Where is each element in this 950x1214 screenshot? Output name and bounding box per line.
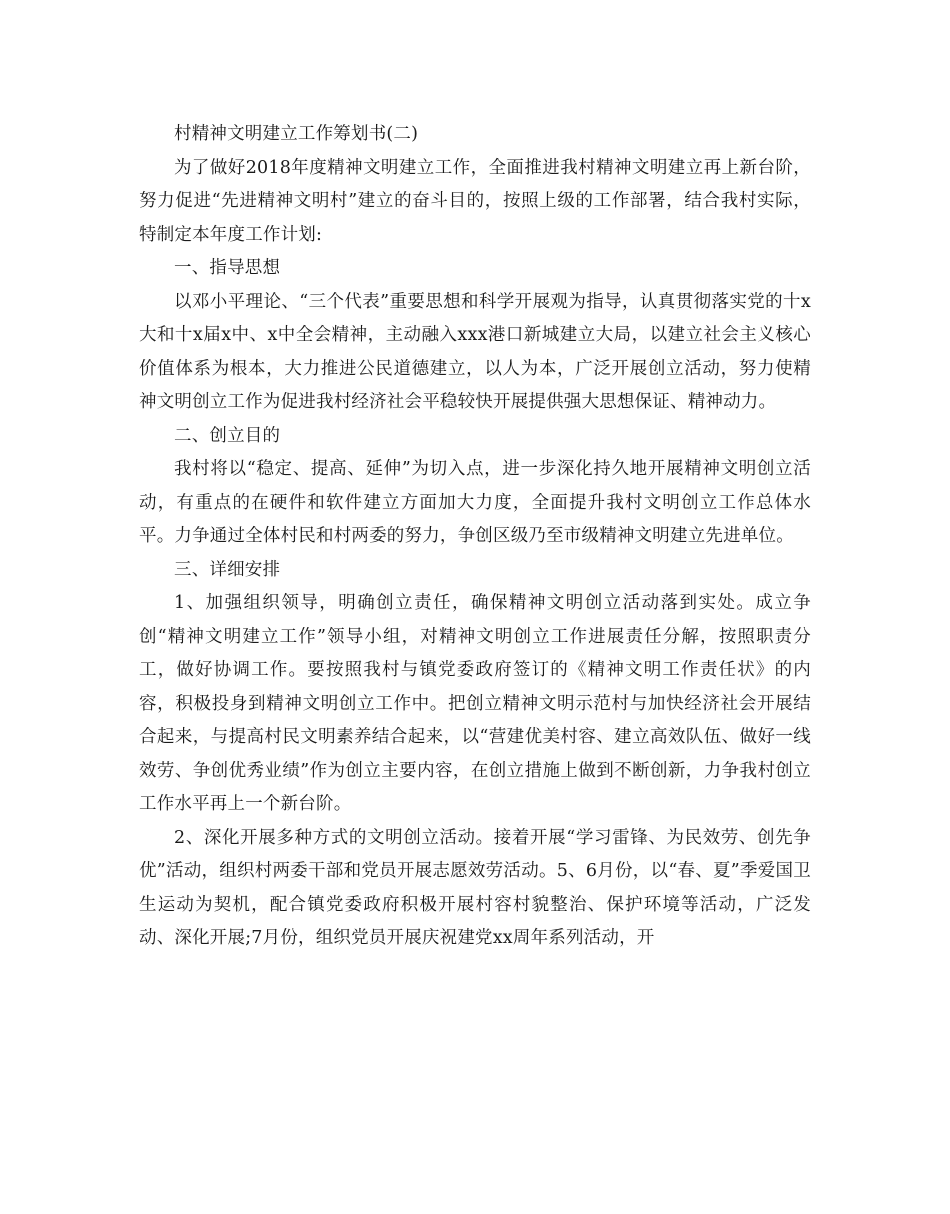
paragraph-arrangement-1: 1、加强组织领导，明确创立责任，确保精神文明创立活动落到实处。成立争创“精神文明建立工作”领导小组，对精神文明创立工作进展责任分解，按照职责分工，做好协调工作。要按照我村与镇党委政府签订的《精神文明工作责任状》的内容，积极投身到精神文明创立工作中。把创立精神文明示范村与加快经济社会开展结合起来，与提高村民文明素养结合起来，以“营建优美村容、建立高效队伍、做好一线效劳、争创优秀业绩”作为创立主要内容，在创立措施上做到不断创新，力争我村创立工作水平再上一个新台阶。: [139, 593, 811, 814]
paragraph-intro: 为了做好2018年度精神文明建立工作，全面推进我村精神文明建立再上新台阶，努力促进“先进精神文明村”建立的奋斗目的，按照上级的工作部署，结合我村实际，特制定本年度工作计划:: [139, 157, 811, 245]
paragraph-arrangement-2: 2、深化开展多种方式的文明创立活动。接着开展“学习雷锋、为民效劳、创先争优”活动，组织村两委干部和党员开展志愿效劳活动。5、6月份，以“春、夏”季爱国卫生运动为契机，配合镇党委政府积极开展村容村貌整治、保护环境等活动，广泛发动、深化开展;7月份，组织党员开展庆祝建党xx周年系列活动，开: [139, 827, 811, 948]
section-heading-goal: 二、创立目的: [174, 425, 281, 446]
section-heading-arrangement: 三、详细安排: [174, 559, 281, 580]
document-body: [139, 118, 811, 956]
section-heading-guiding-thought: 一、指导思想: [174, 258, 281, 278]
paragraph-guiding-thought: 以邓小平理论、“三个代表”重要思想和科学开展观为指导，认真贯彻落实党的十x大和十x届x中、x中全会精神，主动融入xxx港口新城建立大局，以建立社会主义核心价值体系为根本，大力推进公民道德建立，以人为本，广泛开展创立活动，努力使精神文明创立工作为促进我村经济社会平稳较快开展提供强大思想保证、精神动力。: [139, 291, 811, 412]
document-title: 村精神文明建立工作筹划书(二): [174, 124, 419, 144]
paragraph-goal: 我村将以“稳定、提高、延伸”为切入点，进一步深化持久地开展精神文明创立活动，有重点的在硬件和软件建立方面加大力度，全面提升我村文明创立工作总体水平。力争通过全体村民和村两委的努力，争创区级乃至市级精神文明建立先进单位。: [139, 459, 811, 546]
